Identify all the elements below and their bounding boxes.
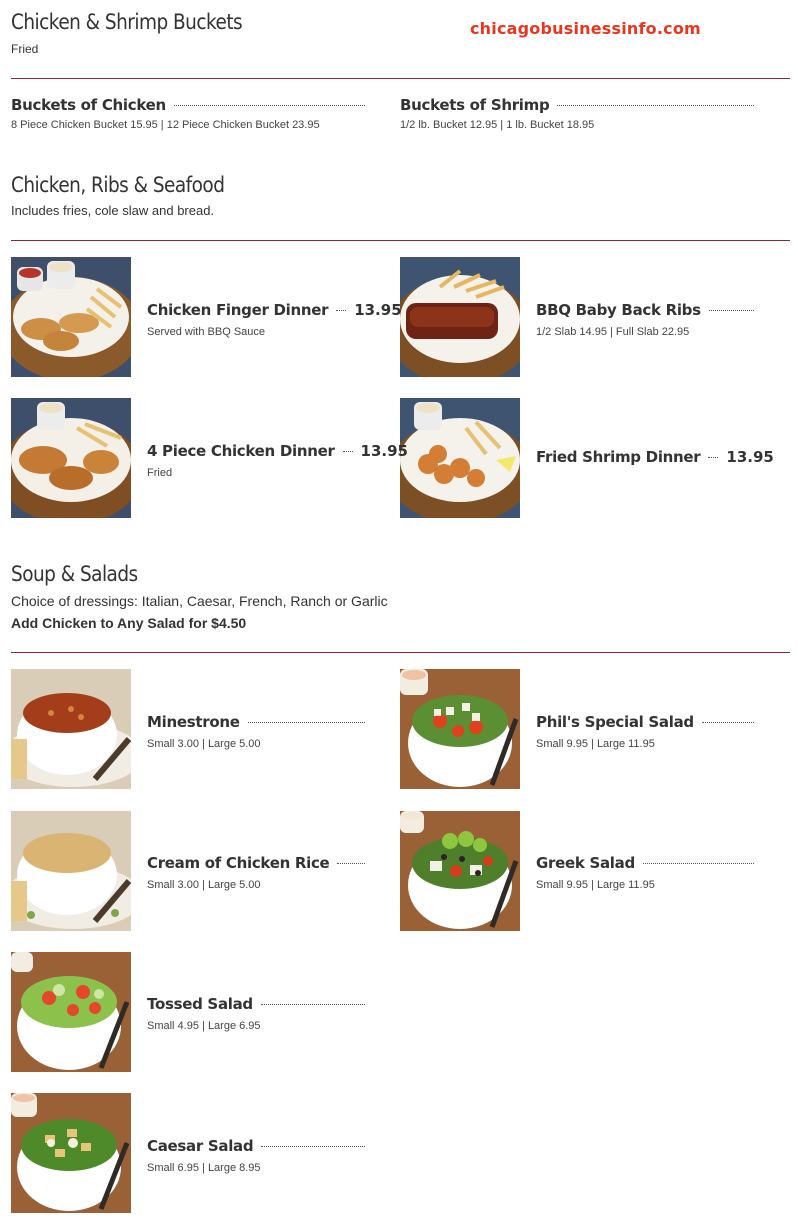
item-name: Cream of Chicken Rice	[147, 854, 330, 872]
section-title: Chicken, Ribs & Seafood	[11, 173, 225, 197]
item-name: Caesar Salad	[147, 1137, 254, 1155]
menu-item	[536, 448, 774, 508]
dotted-leader	[336, 310, 346, 311]
section-divider	[11, 78, 790, 79]
section-dinners-header	[11, 173, 790, 218]
menu-item	[147, 442, 408, 502]
section-note: Add Chicken to Any Salad for $4.50	[11, 615, 247, 631]
section-buckets-header	[11, 10, 790, 56]
greek-salad-photo	[400, 811, 520, 931]
fried-chicken-photo	[11, 398, 131, 518]
item-name: BBQ Baby Back Ribs	[536, 301, 701, 319]
menu-item	[400, 96, 762, 156]
chicken-fingers-photo	[11, 257, 131, 377]
dotted-leader	[337, 863, 365, 864]
item-name: Buckets of Chicken	[11, 96, 166, 114]
tossed-salad-photo	[11, 952, 131, 1072]
item-price: 13.95	[354, 301, 402, 319]
special-salad-photo	[400, 669, 520, 789]
dotted-leader	[343, 451, 353, 452]
menu-item	[536, 713, 762, 773]
dotted-leader	[557, 105, 754, 106]
item-description: Small 6.95 | Large 8.95	[147, 1162, 261, 1174]
section-subtitle: Fried	[11, 42, 39, 56]
item-price: 13.95	[726, 448, 774, 466]
menu-item	[147, 995, 373, 1055]
section-divider	[11, 240, 790, 241]
item-name: Greek Salad	[536, 854, 635, 872]
item-name: Chicken Finger Dinner	[147, 301, 329, 319]
item-description: 1/2 lb. Bucket 12.95 | 1 lb. Bucket 18.95	[400, 119, 595, 131]
dotted-leader	[702, 722, 754, 723]
item-price: 13.95	[360, 442, 408, 460]
item-description: 8 Piece Chicken Bucket 15.95 | 12 Piece Chicken Bucket 23.95	[11, 119, 320, 131]
section-subtitle: Includes fries, cole slaw and bread.	[11, 203, 215, 218]
section-subtitle: Choice of dressings: Italian, Caesar, French, Ranch or Garlic	[11, 593, 388, 609]
item-description: Small 3.00 | Large 5.00	[147, 738, 261, 750]
ribs-photo	[400, 257, 520, 377]
section-title: Soup & Salads	[11, 562, 138, 586]
dotted-leader	[261, 1004, 365, 1005]
dotted-leader	[709, 310, 754, 311]
menu-item	[147, 301, 402, 361]
chicken-rice-soup-photo	[11, 811, 131, 931]
item-description: Served with BBQ Sauce	[147, 326, 266, 338]
section-soups-header	[11, 562, 790, 631]
item-name: Phil's Special Salad	[536, 713, 694, 731]
section-title: Chicken & Shrimp Buckets	[11, 10, 243, 34]
menu-item	[147, 1137, 373, 1197]
section-divider	[11, 652, 790, 653]
item-name: Minestrone	[147, 713, 240, 731]
dotted-leader	[174, 105, 365, 106]
dotted-leader	[643, 863, 754, 864]
item-description: Small 4.95 | Large 6.95	[147, 1020, 261, 1032]
item-name: Buckets of Shrimp	[400, 96, 550, 114]
dotted-leader	[248, 722, 365, 723]
item-description: Small 3.00 | Large 5.00	[147, 879, 261, 891]
caesar-salad-photo	[11, 1093, 131, 1213]
item-name: 4 Piece Chicken Dinner	[147, 442, 335, 460]
menu-item	[536, 301, 762, 361]
fried-shrimp-photo	[400, 398, 520, 518]
minestrone-photo	[11, 669, 131, 789]
menu-item	[11, 96, 373, 156]
dotted-leader	[708, 457, 718, 458]
item-description: Fried	[147, 467, 173, 479]
menu-item	[536, 854, 762, 914]
item-name: Fried Shrimp Dinner	[536, 448, 701, 466]
item-description: 1/2 Slab 14.95 | Full Slab 22.95	[536, 326, 690, 338]
menu-item	[147, 854, 373, 914]
menu-item	[147, 713, 373, 773]
item-description: Small 9.95 | Large 11.95	[536, 879, 655, 891]
item-description: Small 9.95 | Large 11.95	[536, 738, 655, 750]
dotted-leader	[261, 1146, 365, 1147]
item-name: Tossed Salad	[147, 995, 253, 1013]
watermark-logo-text: chicagobusinessinfo.com	[470, 19, 701, 38]
